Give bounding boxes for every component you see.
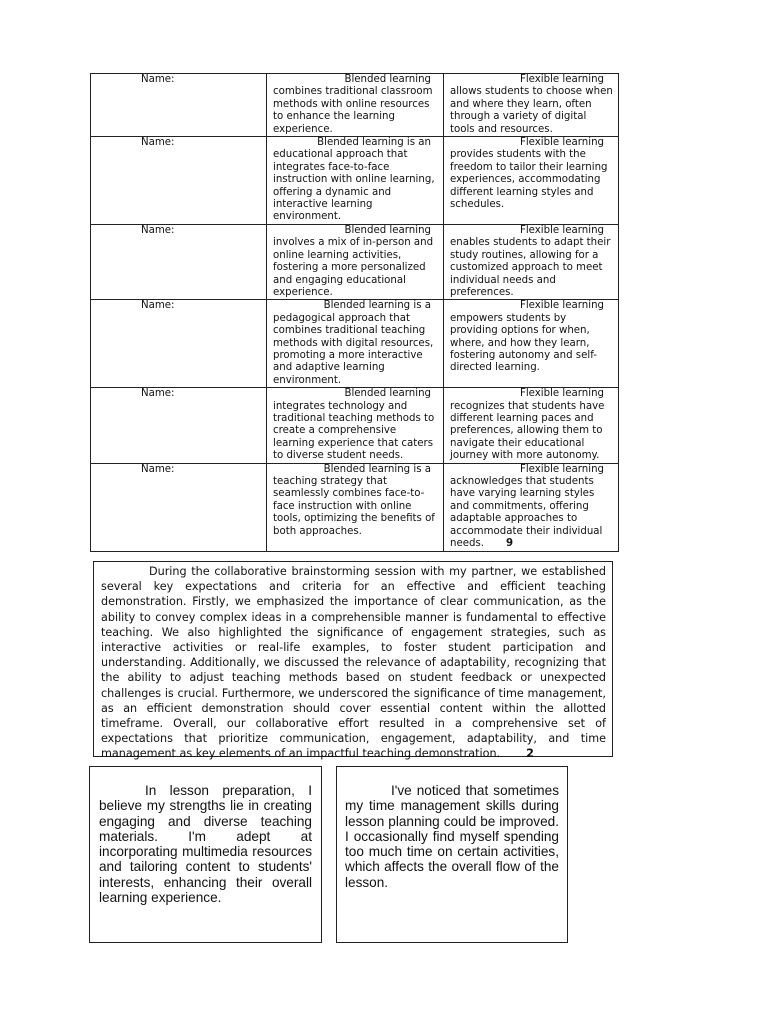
blended-head: Blended learning [344, 74, 431, 85]
name-label: Name: [141, 137, 175, 149]
table-row [91, 74, 619, 137]
flexible-head: Flexible learning [519, 137, 604, 149]
blended-cell [267, 300, 444, 388]
name-label: Name: [141, 300, 175, 312]
name-label: Name: [141, 388, 175, 400]
flexible-head: Flexible learning [519, 300, 604, 312]
flexible-cell [444, 388, 619, 463]
blended-cell [267, 224, 444, 299]
flexible-cell [444, 463, 619, 551]
flexible-head: Flexible learning [519, 224, 604, 236]
blended-cell [267, 74, 444, 137]
blended-head: Blended learning is an [317, 137, 431, 149]
blended-head: Blended learning [344, 224, 431, 236]
blended-text: educational approach that integrates face-to-face instruction with online learning, offering a dynamic and interactive learning environment. [273, 149, 435, 223]
name-cell [91, 388, 267, 463]
flexible-text: provides students with the freedom to tailor their learning experiences, accommodating different learning styles and schedules. [450, 149, 608, 211]
flexible-text-body: acknowledges that students have varying learning styles and commitments, offering adaptable approaches to accommodate their individual needs. [450, 476, 603, 550]
blended-cell [267, 137, 444, 225]
blended-cell [267, 463, 444, 551]
name-cell [91, 137, 267, 225]
name-label: Name: [141, 74, 175, 85]
blended-head: Blended learning is a [323, 300, 431, 312]
table-row [91, 300, 619, 388]
flexible-text: recognizes that students have different learning paces and preferences, allowing them to navigate their educational journey with more autonomy. [450, 400, 605, 462]
improvement-text: I've noticed that sometimes my time management skills during lesson planning could be improved. I occasionally find myself spending too much time on certain activities, which affects the overall flow of the lesson. [345, 783, 559, 890]
table-row [91, 137, 619, 225]
blended-text: involves a mix of in-person and online learning activities, fostering a more personalized and engaging educational experience. [273, 237, 434, 298]
flexible-head: Flexible learning [519, 74, 604, 85]
flexible-head: Flexible learning [519, 388, 604, 400]
blended-head: Blended learning [344, 388, 431, 400]
flexible-text: empowers students by providing options for when, where, and how they learn, fostering autonomy and self-directed learning. [450, 312, 597, 374]
flexible-text: allows students to choose when and where they learn, often through a variety of digital tools and resources. [450, 86, 613, 135]
name-label: Name: [141, 224, 175, 236]
name-cell [91, 463, 267, 551]
blended-text: teaching strategy that seamlessly combines face-to-face instruction with online tools, optimizing the benefits of both approaches. [273, 476, 435, 537]
table-row [91, 224, 619, 299]
blended-cell [267, 388, 444, 463]
flexible-cell [444, 224, 619, 299]
blended-text: integrates technology and traditional teaching methods to create a comprehensive learning experience that caters to diverse student needs. [273, 400, 435, 462]
flexible-cell [444, 74, 619, 137]
blended-text: combines traditional classroom methods with online resources to enhance the learning experience. [273, 86, 433, 135]
flexible-head: Flexible learning [519, 463, 604, 475]
strengths-text: In lesson preparation, I believe my strengths lie in creating engaging and diverse teaching materials. I'm adept at incorporating multimedia resources and tailoring content to students' interests, enhancing their overall learning experience. [99, 783, 312, 906]
table-score: 9 [506, 538, 514, 550]
name-cell [91, 224, 267, 299]
expectations-paragraph-box [93, 561, 613, 761]
name-cell [91, 74, 267, 137]
flexible-cell [444, 137, 619, 225]
flexible-text: enables students to adapt their study routines, allowing for a customized approach to meet individual needs and preferences. [450, 237, 611, 298]
paragraph-score: 2 [526, 747, 534, 761]
name-label: Name: [141, 463, 175, 475]
table-row [91, 388, 619, 463]
table-row [91, 463, 619, 551]
name-cell [91, 300, 267, 388]
blended-text: pedagogical approach that combines traditional teaching methods with digital resources, promoting a more interactive and adaptive learning environment. [273, 312, 434, 386]
blended-head: Blended learning is a [323, 463, 431, 475]
blended-flexible-table [90, 73, 619, 552]
improvement-box [336, 766, 568, 943]
expectations-paragraph: During the collaborative brainstorming session with my partner, we established several key expectations and criteria for an effective and efficient teaching demonstration. Firstly, we emphasized the importance of clear communication, as the ability to convey complex ideas in a comprehensible manner is fundamental to effective teaching. We also highlighted the significance of engagement strategies, such as interactive activities or real-life examples, to foster student participation and understanding. Additionally, we discussed the relevance of adaptability, recognizing that the ability to adjust teaching methods based on student feedback or unexpected challenges is crucial. Furthermore, we underscored the significance of time management, as an efficient demonstration should cover essential content within the allotted timeframe. Overall, our collaborative effort resulted in a comprehensive set of expectations that prioritize communication, engagement, adaptability, and time management as key elements of an impactful teaching demonstration. [101, 565, 606, 761]
flexible-cell [444, 300, 619, 388]
strengths-box [89, 766, 322, 943]
flexible-text [450, 476, 614, 550]
